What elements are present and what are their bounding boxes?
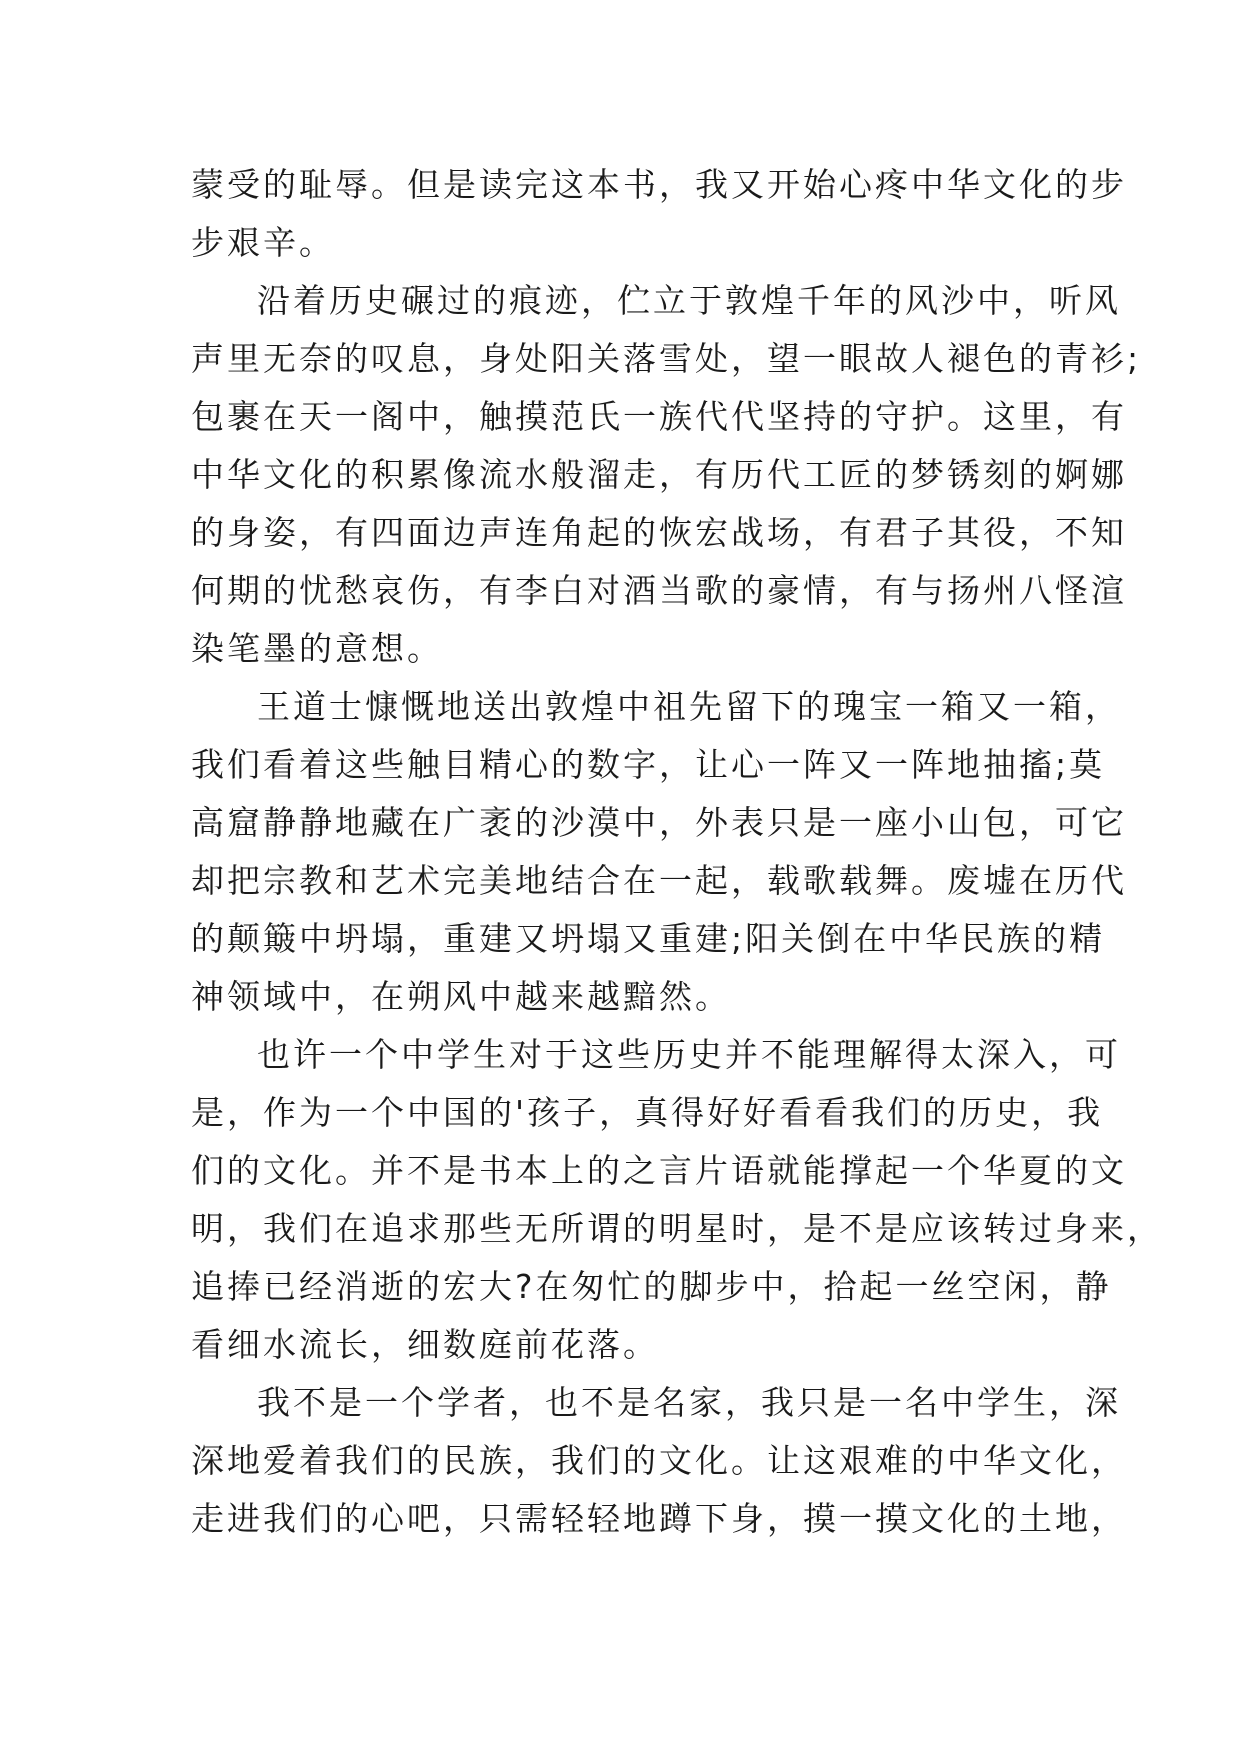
text-line: 明，我们在追求那些无所谓的明星时，是不是应该转过身来，: [191, 1209, 1163, 1248]
text-line: 我不是一个学者，也不是名家，我只是一名中学生，深: [257, 1383, 1121, 1422]
text-line: 中华文化的积累像流水般溜走，有历代工匠的梦锈刻的婀娜: [191, 455, 1127, 494]
text-line: 包裹在天一阁中，触摸范氏一族代代坚持的守护。这里，有: [191, 397, 1127, 436]
text-line: 走进我们的心吧，只需轻轻地蹲下身，摸一摸文化的土地，: [191, 1499, 1127, 1538]
text-line: 的颠簸中坍塌，重建又坍塌又重建;阳关倒在中华民族的精: [191, 919, 1106, 958]
text-line: 沿着历史碾过的痕迹，伫立于敦煌千年的风沙中，听风: [257, 281, 1121, 320]
text-line: 染笔墨的意想。: [191, 629, 443, 668]
text-line: 的身姿，有四面边声连角起的恢宏战场，有君子其役，不知: [191, 513, 1127, 552]
text-line: 也许一个中学生对于这些历史并不能理解得太深入，可: [257, 1035, 1121, 1074]
text-line: 声里无奈的叹息，身处阳关落雪处，望一眼故人褪色的青衫;: [191, 339, 1142, 378]
text-line: 高窟静静地藏在广袤的沙漠中，外表只是一座小山包，可它: [191, 803, 1127, 842]
text-line: 深地爱着我们的民族，我们的文化。让这艰难的中华文化，: [191, 1441, 1127, 1480]
text-line: 我们看着这些触目精心的数字，让心一阵又一阵地抽搐;莫: [191, 745, 1106, 784]
text-line: 王道士慷慨地送出敦煌中祖先留下的瑰宝一箱又一箱，: [257, 687, 1121, 726]
text-line: 追捧已经消逝的宏大?在匆忙的脚步中，拾起一丝空闲，静: [191, 1267, 1112, 1306]
text-line: 看细水流长，细数庭前花落。: [191, 1325, 659, 1364]
text-line: 是，作为一个中国的'孩子，真得好好看看我们的历史，我: [191, 1093, 1104, 1132]
text-line: 步艰辛。: [191, 223, 335, 262]
text-line: 们的文化。并不是书本上的之言片语就能撑起一个华夏的文: [191, 1151, 1127, 1190]
body-text: [191, 156, 1163, 1548]
text-line: 神领域中，在朔风中越来越黯然。: [191, 977, 731, 1016]
text-line: 却把宗教和艺术完美地结合在一起，载歌载舞。废墟在历代: [191, 861, 1127, 900]
text-line: 何期的忧愁哀伤，有李白对酒当歌的豪情，有与扬州八怪渲: [191, 571, 1127, 610]
text-line: 蒙受的耻辱。但是读完这本书，我又开始心疼中华文化的步: [191, 165, 1127, 204]
